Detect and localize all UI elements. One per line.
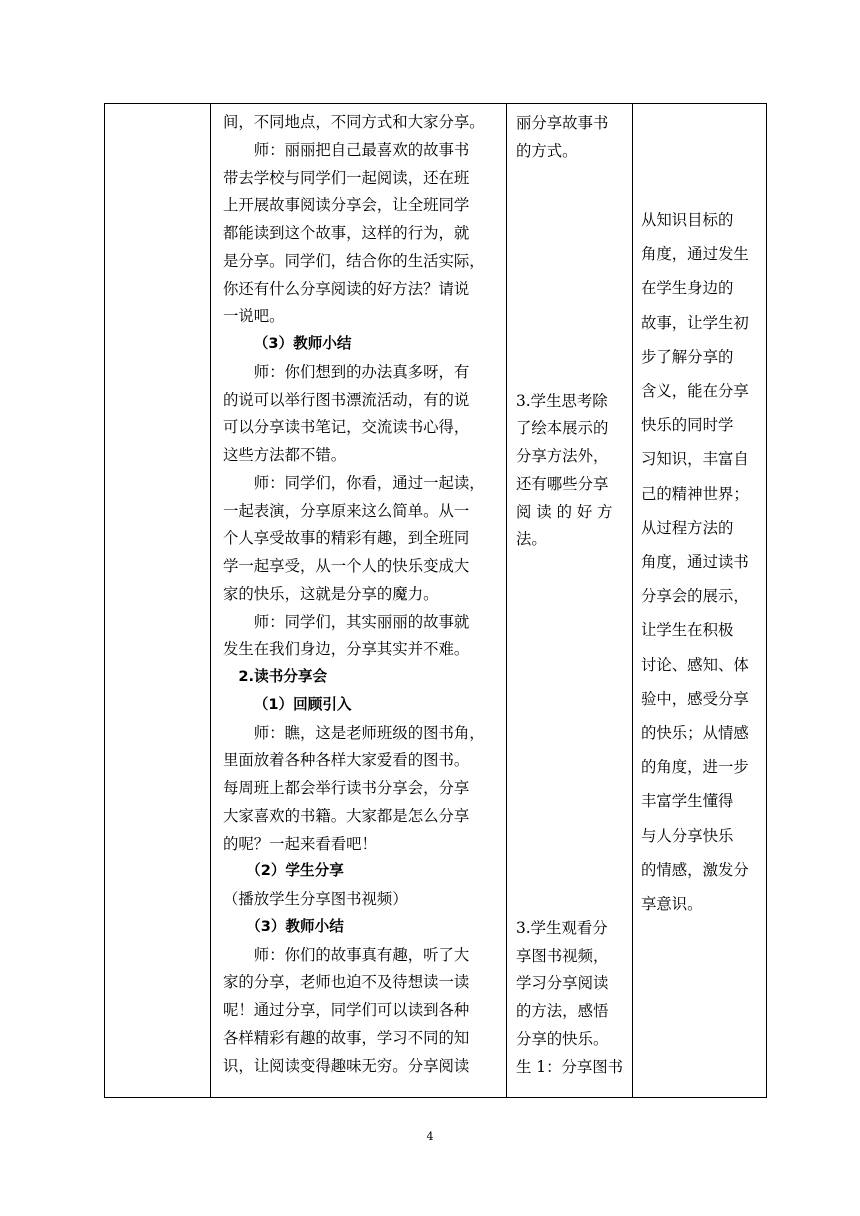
text-line: 的角度，进一步 bbox=[641, 758, 749, 777]
text-line: 分享的快乐。 bbox=[516, 1029, 609, 1048]
section-heading: （3）教师小结 bbox=[246, 917, 344, 935]
text-line: 发生在我们身边，分享其实并不难。 bbox=[223, 640, 470, 659]
text-line: 师：同学们，其实丽丽的故事就 bbox=[253, 612, 470, 631]
text-line: 的呢？一起来看看吧！ bbox=[223, 834, 377, 853]
text-line: 还有哪些分享 bbox=[516, 474, 609, 493]
text-line: 里面放着各种各样大家爱看的图书。 bbox=[223, 751, 470, 770]
text-line: 呢！通过分享，同学们可以读到各种 bbox=[223, 1001, 470, 1019]
text-line: 大家喜欢的书籍。大家都是怎么分享 bbox=[223, 806, 470, 825]
text-line: 家的分享，老师也迫不及待想读一读 bbox=[223, 973, 470, 992]
text-line: 分享会的展示， bbox=[641, 587, 749, 606]
text-line: 师：丽丽把自己最喜欢的故事书 bbox=[253, 140, 470, 159]
text-line: 丽分享故事书 bbox=[516, 114, 609, 132]
text-line: 分享方法外， bbox=[516, 447, 609, 465]
text-line: 上开展故事阅读分享会，让全班同学 bbox=[223, 196, 470, 215]
text-line: 每周班上都会举行读书分享会，分享 bbox=[223, 779, 470, 797]
text-line: 与人分享快乐 bbox=[641, 826, 734, 845]
section-heading: （3）教师小结 bbox=[253, 335, 352, 352]
text-line: 各样精彩有趣的故事，学习不同的知 bbox=[223, 1028, 470, 1047]
text-line: 学一起享受，从一个人的快乐变成大 bbox=[223, 557, 470, 575]
page-number: 4 bbox=[426, 1130, 434, 1143]
text-line: 你还有什么分享阅读的好方法？请说 bbox=[223, 279, 470, 298]
text-line: 3.学生观看分 bbox=[516, 918, 608, 937]
stage-cell bbox=[105, 104, 211, 1098]
text-line: 的情感，激发分 bbox=[641, 860, 749, 879]
text-line: 验中，感受分享 bbox=[641, 689, 749, 708]
text-line: 的方法，感悟 bbox=[516, 1002, 609, 1020]
text-line: 间，不同地点，不同方式和大家分享。 bbox=[223, 113, 485, 131]
text-line: 的说可以举行图书漂流活动，有的说 bbox=[223, 390, 470, 409]
text-line: 生 1：分享图书 bbox=[516, 1057, 624, 1076]
text-line: 快乐的同时学 bbox=[641, 416, 734, 435]
text-line: 阅 读 的 好 方 bbox=[516, 502, 613, 521]
design-intent-cell bbox=[633, 104, 767, 1098]
text-line: 角度，通过发生 bbox=[641, 245, 749, 264]
text-line: 从过程方法的 bbox=[641, 518, 734, 537]
text-line: 步了解分享的 bbox=[641, 347, 734, 366]
text-line: 这些方法都不错。 bbox=[223, 446, 347, 464]
text-line: 个人享受故事的精彩有趣，到全班同 bbox=[223, 529, 470, 548]
section-heading: （2）学生分享 bbox=[246, 862, 344, 880]
text-line: 故事，让学生初 bbox=[641, 313, 749, 332]
text-line: 的快乐；从情感 bbox=[641, 724, 749, 742]
text-line: 在学生身边的 bbox=[641, 279, 734, 298]
text-line: 的方式。 bbox=[516, 141, 578, 160]
text-line: 习知识，丰富自 bbox=[641, 450, 749, 469]
text-line: 是分享。同学们，结合你的生活实际， bbox=[223, 251, 485, 270]
text-line: 己的精神世界； bbox=[641, 484, 749, 503]
text-line: 一说吧。 bbox=[223, 307, 285, 326]
text-line: 了绘本展示的 bbox=[516, 419, 609, 438]
text-line: 角度，通过读书 bbox=[641, 553, 749, 571]
text-line: （播放学生分享图书视频） bbox=[223, 890, 408, 908]
text-line: 含义，能在分享 bbox=[641, 382, 749, 400]
text-line: 一起表演，分享原来这么简单。从一 bbox=[223, 501, 470, 520]
lesson-plan-table bbox=[104, 103, 767, 1098]
student-activity-cell bbox=[507, 104, 633, 1098]
text-line: 法。 bbox=[516, 530, 547, 549]
text-line: 3.学生思考除 bbox=[516, 391, 608, 410]
text-line: 从知识目标的 bbox=[641, 211, 734, 229]
text-line: 讨论、感知、体 bbox=[641, 655, 749, 674]
text-line: 都能读到这个故事，这样的行为，就 bbox=[223, 224, 470, 242]
text-line: 师：你们想到的办法真多呀，有 bbox=[253, 362, 470, 381]
text-line: 可以分享读书笔记，交流读书心得， bbox=[223, 418, 470, 437]
text-line: 享意识。 bbox=[641, 895, 703, 913]
section-heading: （1）回顾引入 bbox=[253, 695, 352, 713]
teaching-process-cell bbox=[211, 104, 507, 1098]
text-line: 学习分享阅读 bbox=[516, 974, 609, 993]
section-heading: 2.读书分享会 bbox=[238, 668, 328, 685]
text-line: 丰富学生懂得 bbox=[641, 792, 734, 811]
text-line: 识，让阅读变得趣味无穷。分享阅读 bbox=[223, 1056, 470, 1075]
text-line: 带去学校与同学们一起阅读，还在班 bbox=[223, 168, 470, 187]
text-line: 师：同学们，你看，通过一起读， bbox=[253, 473, 485, 492]
table-row bbox=[105, 104, 767, 1098]
text-line: 师：你们的故事真有趣，听了大 bbox=[253, 945, 470, 964]
text-line: 家的快乐，这就是分享的魔力。 bbox=[223, 584, 439, 603]
text-line: 让学生在积极 bbox=[641, 621, 734, 640]
text-line: 享图书视频， bbox=[516, 946, 609, 965]
text-line: 师：瞧，这是老师班级的图书角， bbox=[253, 723, 485, 742]
